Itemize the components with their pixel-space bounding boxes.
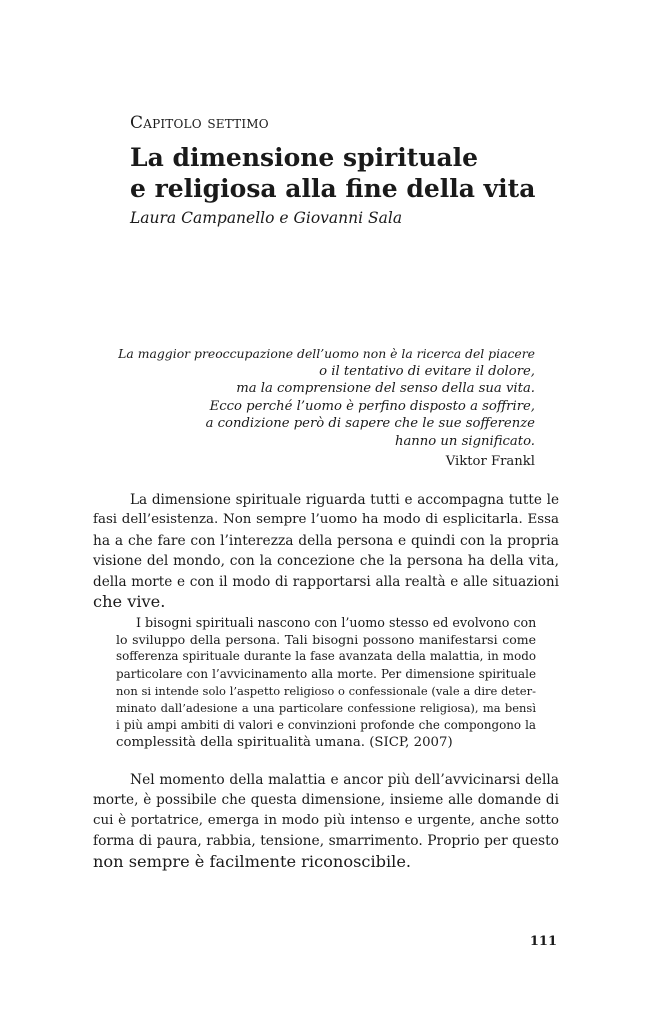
epigraph-author: Viktor Frankl xyxy=(445,454,535,469)
quote-line: I bisogni spirituali nascono con l’uomo stesso ed evolvono con xyxy=(136,615,537,630)
epigraph xyxy=(115,345,535,451)
paragraph-line: visione del mondo, con la concezione che la persona ha della vita, xyxy=(93,553,559,570)
chapter-title-line: La dimensione spirituale xyxy=(130,143,479,172)
epigraph-line: o il tentativo di evitare il dolore, xyxy=(319,363,535,379)
quote-line: i più ampi ambiti di valori e convinzioni profonde che compongono la xyxy=(116,718,536,733)
page-number: 111 xyxy=(529,934,557,949)
epigraph-line: a condizione però di sapere che le sue sofferenze xyxy=(205,416,535,432)
chapter-label: Capitolo settimo xyxy=(130,113,269,133)
paragraph-line: ha a che fare con l’interezza della persona e quindi con la propria xyxy=(93,532,559,549)
paragraph-line: morte, è possibile che questa dimensione, insieme alle domande di xyxy=(93,792,559,809)
epigraph-line: Ecco perché l’uomo è perfino disposto a soffrire, xyxy=(209,398,535,414)
chapter-title-line: e religiosa alla fine della vita xyxy=(130,174,536,203)
quote-line: sofferenza spirituale durante la fase avanzata della malattia, in modo xyxy=(116,649,536,664)
paragraph-line: Nel momento della malattia e ancor più dell’avvicinarsi della xyxy=(130,772,559,788)
quote-line: particolare con l’avvicinamento alla morte. Per dimensione spirituale xyxy=(116,666,536,681)
paragraph-line: cui è portatrice, emerga in modo più intenso e urgente, anche sotto xyxy=(93,812,559,828)
epigraph-line: hanno un significato. xyxy=(394,433,535,449)
quote-line: non si intende solo l’aspetto religioso o confessionale (vale a dire deter- xyxy=(116,683,536,698)
epigraph-line: ma la comprensione del senso della sua vita. xyxy=(236,381,535,397)
body-paragraph xyxy=(93,770,559,872)
paragraph-line: fasi dell’esistenza. Non sempre l’uomo ha modo di esplicitarla. Essa xyxy=(93,512,559,528)
quote-line: minato dall’adesione a una particolare confessione religiosa), ma bensì xyxy=(116,701,536,716)
paragraph-line: forma di paura, rabbia, tensione, smarrimento. Proprio per questo xyxy=(93,833,559,850)
paragraph-line: della morte e con il modo di rapportarsi alla realtà e alle situazioni xyxy=(93,573,559,590)
paragraph-line: La dimensione spirituale riguarda tutti e accompagna tutte le xyxy=(130,492,559,508)
paragraph-line: che vive. xyxy=(93,592,166,612)
body-paragraph xyxy=(93,490,559,612)
quote-line: complessità della spiritualità umana. (SICP, 2007) xyxy=(116,735,453,751)
paragraph-line: non sempre è facilmente riconoscibile. xyxy=(93,851,412,871)
epigraph-line: La maggior preoccupazione dell’uomo non è la ricerca del piacere xyxy=(118,346,535,361)
block-quote xyxy=(116,614,536,752)
chapter-title xyxy=(130,142,570,204)
chapter-authors: Laura Campanello e Giovanni Sala xyxy=(130,209,403,227)
quote-line: lo sviluppo della persona. Tali bisogni possono manifestarsi come xyxy=(116,632,536,648)
